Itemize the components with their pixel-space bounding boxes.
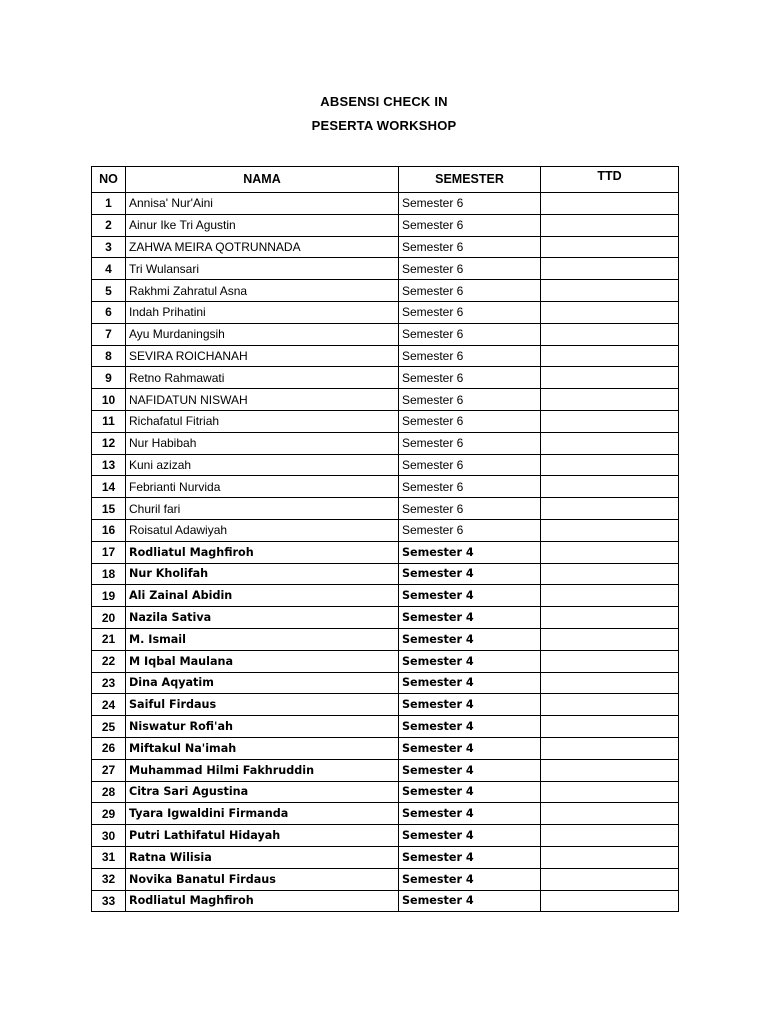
table-row [92,825,679,847]
row-signature-cell [541,890,679,912]
row-signature-cell [541,367,679,389]
table-row [92,585,679,607]
row-semester: Semester 4 [399,825,541,847]
row-name: ZAHWA MEIRA QOTRUNNADA [126,236,399,258]
row-semester: Semester 4 [399,868,541,890]
row-number: 20 [92,607,126,629]
row-name: Saiful Firdaus [126,694,399,716]
row-semester: Semester 6 [399,367,541,389]
row-number: 31 [92,846,126,868]
row-signature-cell [541,716,679,738]
row-number: 7 [92,323,126,345]
row-semester: Semester 4 [399,541,541,563]
table-row [92,432,679,454]
row-name: Dina Aqyatim [126,672,399,694]
row-signature-cell [541,258,679,280]
row-number: 4 [92,258,126,280]
row-signature-cell [541,476,679,498]
row-number: 1 [92,193,126,215]
row-name: Citra Sari Agustina [126,781,399,803]
row-signature-cell [541,389,679,411]
table-row [92,454,679,476]
row-signature-cell [541,541,679,563]
table-row [92,607,679,629]
row-name: SEVIRA ROICHANAH [126,345,399,367]
row-number: 5 [92,280,126,302]
row-name: Miftakul Na'imah [126,737,399,759]
row-name: Roisatul Adawiyah [126,519,399,541]
row-semester: Semester 4 [399,628,541,650]
table-row [92,890,679,912]
row-number: 2 [92,214,126,236]
table-row [92,781,679,803]
row-name: Nazila Sativa [126,607,399,629]
row-signature-cell [541,214,679,236]
row-number: 22 [92,650,126,672]
header-semester: SEMESTER [399,167,541,193]
row-semester: Semester 6 [399,389,541,411]
table-row [92,367,679,389]
row-name: NAFIDATUN NISWAH [126,389,399,411]
table-row [92,345,679,367]
row-semester: Semester 4 [399,803,541,825]
row-number: 3 [92,236,126,258]
row-semester: Semester 6 [399,193,541,215]
row-semester: Semester 6 [399,410,541,432]
row-semester: Semester 4 [399,846,541,868]
row-semester: Semester 4 [399,672,541,694]
table-row [92,541,679,563]
row-number: 30 [92,825,126,847]
row-number: 28 [92,781,126,803]
row-signature-cell [541,280,679,302]
row-semester: Semester 6 [399,280,541,302]
row-semester: Semester 6 [399,519,541,541]
table-row [92,672,679,694]
row-signature-cell [541,236,679,258]
row-semester: Semester 4 [399,585,541,607]
row-semester: Semester 6 [399,476,541,498]
row-number: 9 [92,367,126,389]
row-signature-cell [541,737,679,759]
row-name: Niswatur Rofi'ah [126,716,399,738]
row-signature-cell [541,454,679,476]
header-nama: NAMA [126,167,399,193]
table-row [92,236,679,258]
row-number: 23 [92,672,126,694]
table-row [92,280,679,302]
row-number: 25 [92,716,126,738]
row-number: 26 [92,737,126,759]
row-name: Ayu Murdaningsih [126,323,399,345]
table-row [92,410,679,432]
row-name: Kuni azizah [126,454,399,476]
row-signature-cell [541,868,679,890]
row-signature-cell [541,759,679,781]
row-signature-cell [541,803,679,825]
table-row [92,716,679,738]
row-semester: Semester 4 [399,563,541,585]
table-header-row [92,167,679,193]
table-row [92,519,679,541]
row-name: Churil fari [126,498,399,520]
row-name: Ainur Ike Tri Agustin [126,214,399,236]
row-semester: Semester 6 [399,301,541,323]
row-number: 32 [92,868,126,890]
row-number: 15 [92,498,126,520]
row-name: Rodliatul Maghfiroh [126,541,399,563]
row-number: 19 [92,585,126,607]
row-number: 18 [92,563,126,585]
row-number: 10 [92,389,126,411]
table-row [92,323,679,345]
row-semester: Semester 4 [399,650,541,672]
row-signature-cell [541,825,679,847]
row-semester: Semester 6 [399,454,541,476]
row-signature-cell [541,563,679,585]
header-no: NO [92,167,126,193]
row-number: 27 [92,759,126,781]
row-number: 6 [92,301,126,323]
row-signature-cell [541,694,679,716]
row-signature-cell [541,628,679,650]
row-name: Richafatul Fitriah [126,410,399,432]
row-signature-cell [541,498,679,520]
row-name: Nur Kholifah [126,563,399,585]
row-name: Ali Zainal Abidin [126,585,399,607]
row-name: Retno Rahmawati [126,367,399,389]
row-name: Novika Banatul Firdaus [126,868,399,890]
table-row [92,759,679,781]
row-name: Putri Lathifatul Hidayah [126,825,399,847]
table-row [92,498,679,520]
row-name: Tri Wulansari [126,258,399,280]
table-row [92,258,679,280]
row-semester: Semester 4 [399,694,541,716]
row-signature-cell [541,410,679,432]
row-signature-cell [541,585,679,607]
table-row [92,737,679,759]
row-number: 33 [92,890,126,912]
row-semester: Semester 4 [399,781,541,803]
row-name: M. Ismail [126,628,399,650]
row-name: Indah Prihatini [126,301,399,323]
row-number: 12 [92,432,126,454]
row-name: Rakhmi Zahratul Asna [126,280,399,302]
row-semester: Semester 6 [399,236,541,258]
row-signature-cell [541,846,679,868]
row-signature-cell [541,781,679,803]
table-row [92,868,679,890]
row-semester: Semester 6 [399,258,541,280]
row-signature-cell [541,301,679,323]
table-row [92,694,679,716]
row-semester: Semester 4 [399,759,541,781]
row-name: Tyara Igwaldini Firmanda [126,803,399,825]
row-signature-cell [541,432,679,454]
row-signature-cell [541,650,679,672]
row-name: Annisa' Nur'Aini [126,193,399,215]
row-number: 21 [92,628,126,650]
table-row [92,628,679,650]
row-number: 29 [92,803,126,825]
table-row [92,214,679,236]
row-name: Nur Habibah [126,432,399,454]
table-row [92,301,679,323]
row-semester: Semester 6 [399,323,541,345]
row-semester: Semester 6 [399,432,541,454]
row-name: M Iqbal Maulana [126,650,399,672]
row-number: 11 [92,410,126,432]
row-signature-cell [541,193,679,215]
row-number: 14 [92,476,126,498]
table-row [92,563,679,585]
row-semester: Semester 4 [399,716,541,738]
row-number: 13 [92,454,126,476]
table-row [92,650,679,672]
table-row [92,846,679,868]
row-name: Febrianti Nurvida [126,476,399,498]
row-signature-cell [541,519,679,541]
document-title: ABSENSI CHECK IN [320,94,448,109]
row-semester: Semester 4 [399,607,541,629]
table-row [92,803,679,825]
table-row [92,476,679,498]
row-signature-cell [541,607,679,629]
row-semester: Semester 4 [399,737,541,759]
row-name: Ratna Wilisia [126,846,399,868]
row-number: 24 [92,694,126,716]
row-number: 8 [92,345,126,367]
row-signature-cell [541,323,679,345]
row-semester: Semester 6 [399,345,541,367]
row-semester: Semester 4 [399,890,541,912]
header-ttd: TTD [541,167,679,193]
row-number: 16 [92,519,126,541]
row-signature-cell [541,672,679,694]
row-name: Rodliatul Maghfiroh [126,890,399,912]
row-semester: Semester 6 [399,214,541,236]
attendance-table [91,166,679,912]
row-signature-cell [541,345,679,367]
row-name: Muhammad Hilmi Fakhruddin [126,759,399,781]
row-number: 17 [92,541,126,563]
table-row [92,193,679,215]
table-row [92,389,679,411]
document-subtitle: PESERTA WORKSHOP [311,118,457,133]
row-semester: Semester 6 [399,498,541,520]
